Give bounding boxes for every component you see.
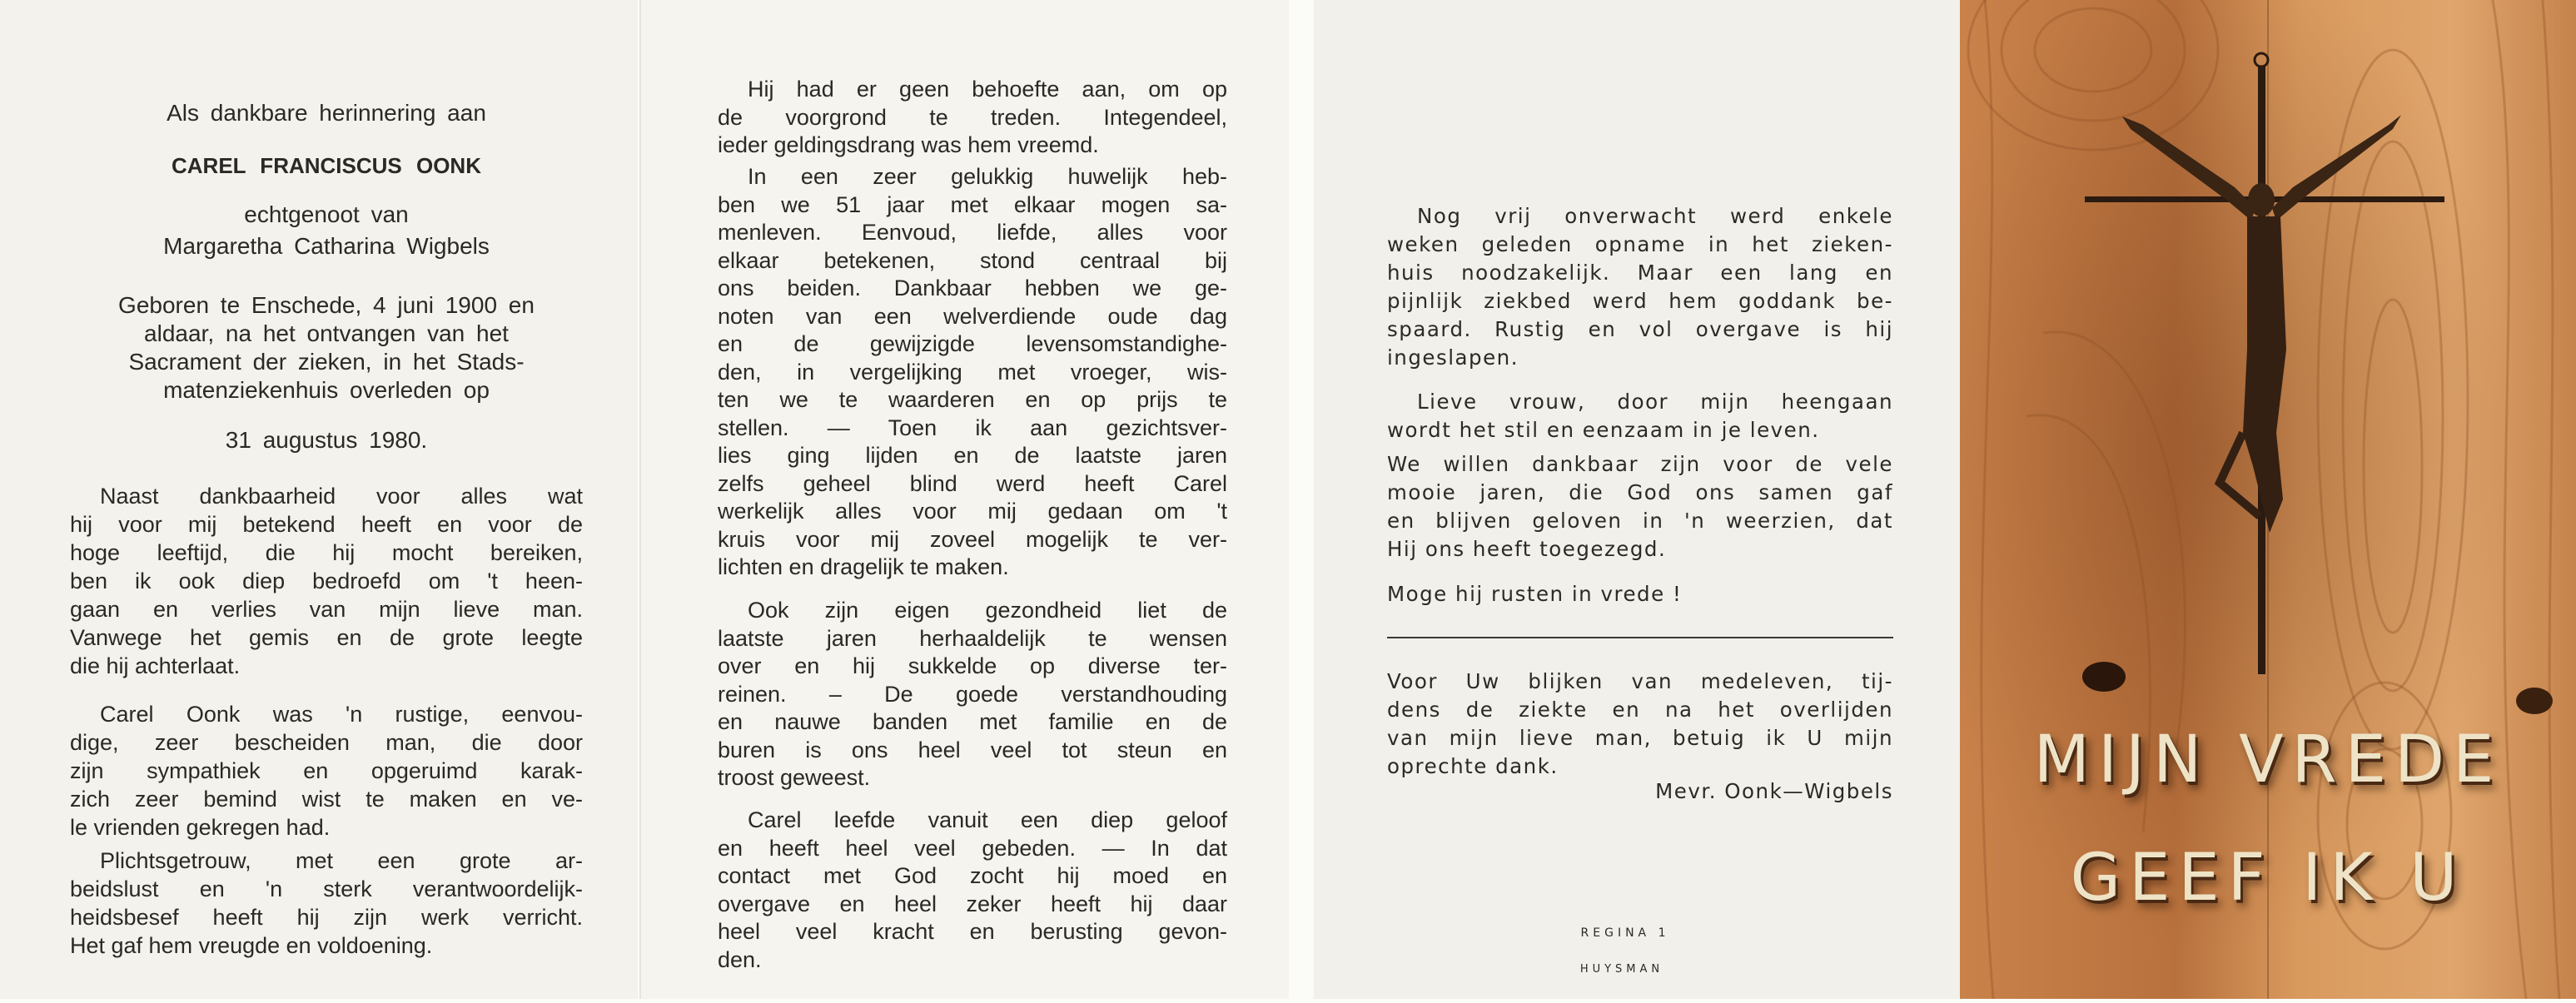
bio-line: 31 augustus 1980. — [225, 427, 428, 453]
text-line: lies ging lijden en de laatste jaren — [718, 443, 1227, 468]
divider — [1387, 637, 1893, 638]
text-line: Naast dankbaarheid voor alles wat — [100, 484, 583, 509]
text-line: zich zeer bemind wist te maken en ve- — [70, 787, 583, 812]
text-line: reinen. – De goede verstandhouding — [718, 681, 1227, 707]
text-line: menleven. Eenvoud, liefde, alles voor — [718, 220, 1227, 245]
text-line: gaan en verlies van mijn lieve man. — [70, 597, 583, 622]
printer-series: REGINA 1 — [1580, 926, 1670, 940]
text-line: stellen. — Toen ik aan gezichtsver- — [718, 415, 1227, 440]
text-line: ben we 51 jaar met elkaar mogen sa- — [718, 191, 1227, 217]
cover-wood-crucifix — [1960, 0, 2576, 999]
text-line: Het gaf hem vreugde en voldoening. — [70, 933, 433, 958]
text-line: Carel leefde vanuit een diep geloof — [748, 807, 1227, 832]
paragraph — [1387, 450, 1893, 564]
text-line: over en hij sukkelde op diverse ter- — [718, 653, 1227, 678]
paragraph — [718, 597, 1227, 792]
text-line: en nauwe banden met familie en de — [718, 709, 1227, 734]
text-line: overgave en heel zeker heeft hij daar — [718, 891, 1227, 916]
text-line: We willen dankbaar zijn voor de vele — [1387, 452, 1893, 476]
text-line: werkelijk alles voor mij gedaan om 't — [718, 499, 1227, 524]
wood-knot — [2082, 662, 2126, 692]
text-line: Ook zijn eigen gezondheid liet de — [748, 598, 1227, 623]
paragraph — [718, 807, 1227, 974]
text-line: Hij had er geen behoefte aan, om op — [748, 77, 1227, 102]
printer-name: HUYSMAN — [1579, 963, 1664, 976]
thanks-paragraph — [1387, 668, 1893, 781]
text-line: wordt het stil en eenzaam in je leven. — [1387, 418, 1820, 442]
text-line: en heeft heel veel gebeden. — In dat — [718, 835, 1227, 861]
text-line: die hij achterlaat. — [70, 653, 241, 678]
text-line: en blijven geloven in 'n weerzien, dat — [1387, 509, 1893, 533]
cover-title-line1: MIJN VREDE — [2033, 722, 2503, 797]
cover-title-line2: GEEF IK U — [2070, 841, 2466, 916]
text-line: ingeslapen. — [1387, 345, 1519, 370]
bio-line: aldaar, na het ontvangen van het — [144, 320, 509, 346]
text-line: In een zeer gelukkig huwelijk heb- — [748, 164, 1227, 189]
paragraph — [70, 700, 583, 842]
text-line: dens de ziekte en na het overlijden — [1387, 698, 1893, 722]
text-line: de voorgrond te treden. Integendeel, — [718, 104, 1227, 130]
text-line: Plichtsgetrouw, met een grote ar- — [100, 848, 583, 873]
text-line: oprechte dank. — [1387, 754, 1559, 778]
text-line: heidsbesef heeft hij zijn werk verricht. — [70, 905, 583, 930]
text-line: spaard. Rustig en vol overgave is hij — [1387, 317, 1893, 341]
signature: Mevr. Oonk—Wigbels — [1655, 779, 1893, 803]
paragraph — [70, 847, 583, 960]
bio-line: matenziekenhuis overleden op — [163, 377, 490, 403]
intro-text: Als dankbare herinnering aan — [167, 100, 486, 126]
text-line: ten we te waarderen en op prijs te — [718, 387, 1227, 412]
memorial-card-left-page — [0, 0, 638, 999]
text-line: huis noodzakelijk. Maar een lang en — [1387, 261, 1893, 285]
text-line: beidslust en 'n sterk verantwoordelijk- — [70, 876, 583, 901]
spouse-name: Margaretha Catharina Wigbels — [163, 233, 490, 259]
memorial-card-middle-page — [639, 0, 1289, 999]
paragraph — [70, 482, 583, 680]
text-line: mooie jaren, die God ons samen gaf — [1387, 480, 1893, 504]
text-line: Vanwege het gemis en de grote leegte — [70, 625, 583, 650]
bio-line: Sacrament der zieken, in het Stads- — [128, 349, 525, 375]
paragraph — [1387, 202, 1893, 372]
text-line: hij voor mij betekend heeft en voor de — [70, 512, 583, 537]
text-line: ieder geldingsdrang was hem vreemd. — [718, 132, 1099, 157]
text-line: lichten en dragelijk te maken. — [718, 554, 1009, 579]
text-line: Nog vrij onverwacht werd enkele — [1417, 204, 1893, 228]
text-line: zijn sympathiek en opgeruimd karak- — [70, 758, 583, 783]
text-line: laatste jaren herhaaldelijk te wensen — [718, 625, 1227, 651]
memorial-card-right-page — [1314, 0, 1960, 999]
bio-line: Geboren te Enschede, 4 juni 1900 en — [118, 292, 535, 318]
text-line: den. — [718, 946, 762, 972]
text-line: Voor Uw blijken van medeleven, tij- — [1387, 669, 1893, 693]
text-line: Lieve vrouw, door mijn heengaan — [1417, 390, 1893, 414]
paragraph — [718, 76, 1227, 160]
text-line: Hij ons heeft toegezegd. — [1387, 537, 1667, 561]
deceased-name: CAREL FRANCISCUS OONK — [172, 153, 481, 178]
text-line: den, in vergelijking met vroeger, wis- — [718, 359, 1227, 385]
text-line: van mijn lieve man, betuig ik U mijn — [1387, 726, 1893, 750]
text-line: le vrienden gekregen had. — [70, 815, 331, 840]
text-line: heel veel kracht en berusting gevon- — [718, 919, 1227, 944]
text-line: contact met God zocht hij moed en — [718, 863, 1227, 888]
text-line: noten van een welverdiende oude dag — [718, 303, 1227, 329]
text-line: buren is ons heel veel tot steun en — [718, 737, 1227, 762]
text-line: dige, zeer bescheiden man, die door — [70, 730, 583, 755]
text-line: kruis voor mij zoveel mogelijk te ver- — [718, 526, 1227, 552]
text-line: elkaar betekenen, stond centraal bij — [718, 247, 1227, 273]
paragraph — [718, 163, 1227, 582]
closing-prayer — [1387, 580, 1893, 608]
text-line: Carel Oonk was 'n rustige, eenvou- — [100, 702, 583, 727]
text-line: ben ik ook diep bedroefd om 't heen- — [70, 569, 583, 593]
text-line: troost geweest. — [718, 765, 871, 790]
text-line: ons beiden. Dankbaar hebben we ge- — [718, 276, 1227, 300]
text-line: zelfs geheel blind werd heeft Carel — [718, 470, 1227, 496]
text-line: weken geleden opname in het zieken- — [1387, 232, 1893, 256]
text-line: en de gewijzigde levensomstandighe- — [718, 331, 1227, 356]
spouse-label: echtgenoot van — [244, 201, 409, 227]
text-line: hoge leeftijd, die hij mocht bereiken, — [70, 540, 583, 565]
text-line: Moge hij rusten in vrede ! — [1387, 582, 1683, 606]
wood-knot — [2516, 688, 2553, 714]
paragraph — [1387, 388, 1893, 444]
text-line: pijnlijk ziekbed werd hem goddank be- — [1387, 289, 1893, 313]
